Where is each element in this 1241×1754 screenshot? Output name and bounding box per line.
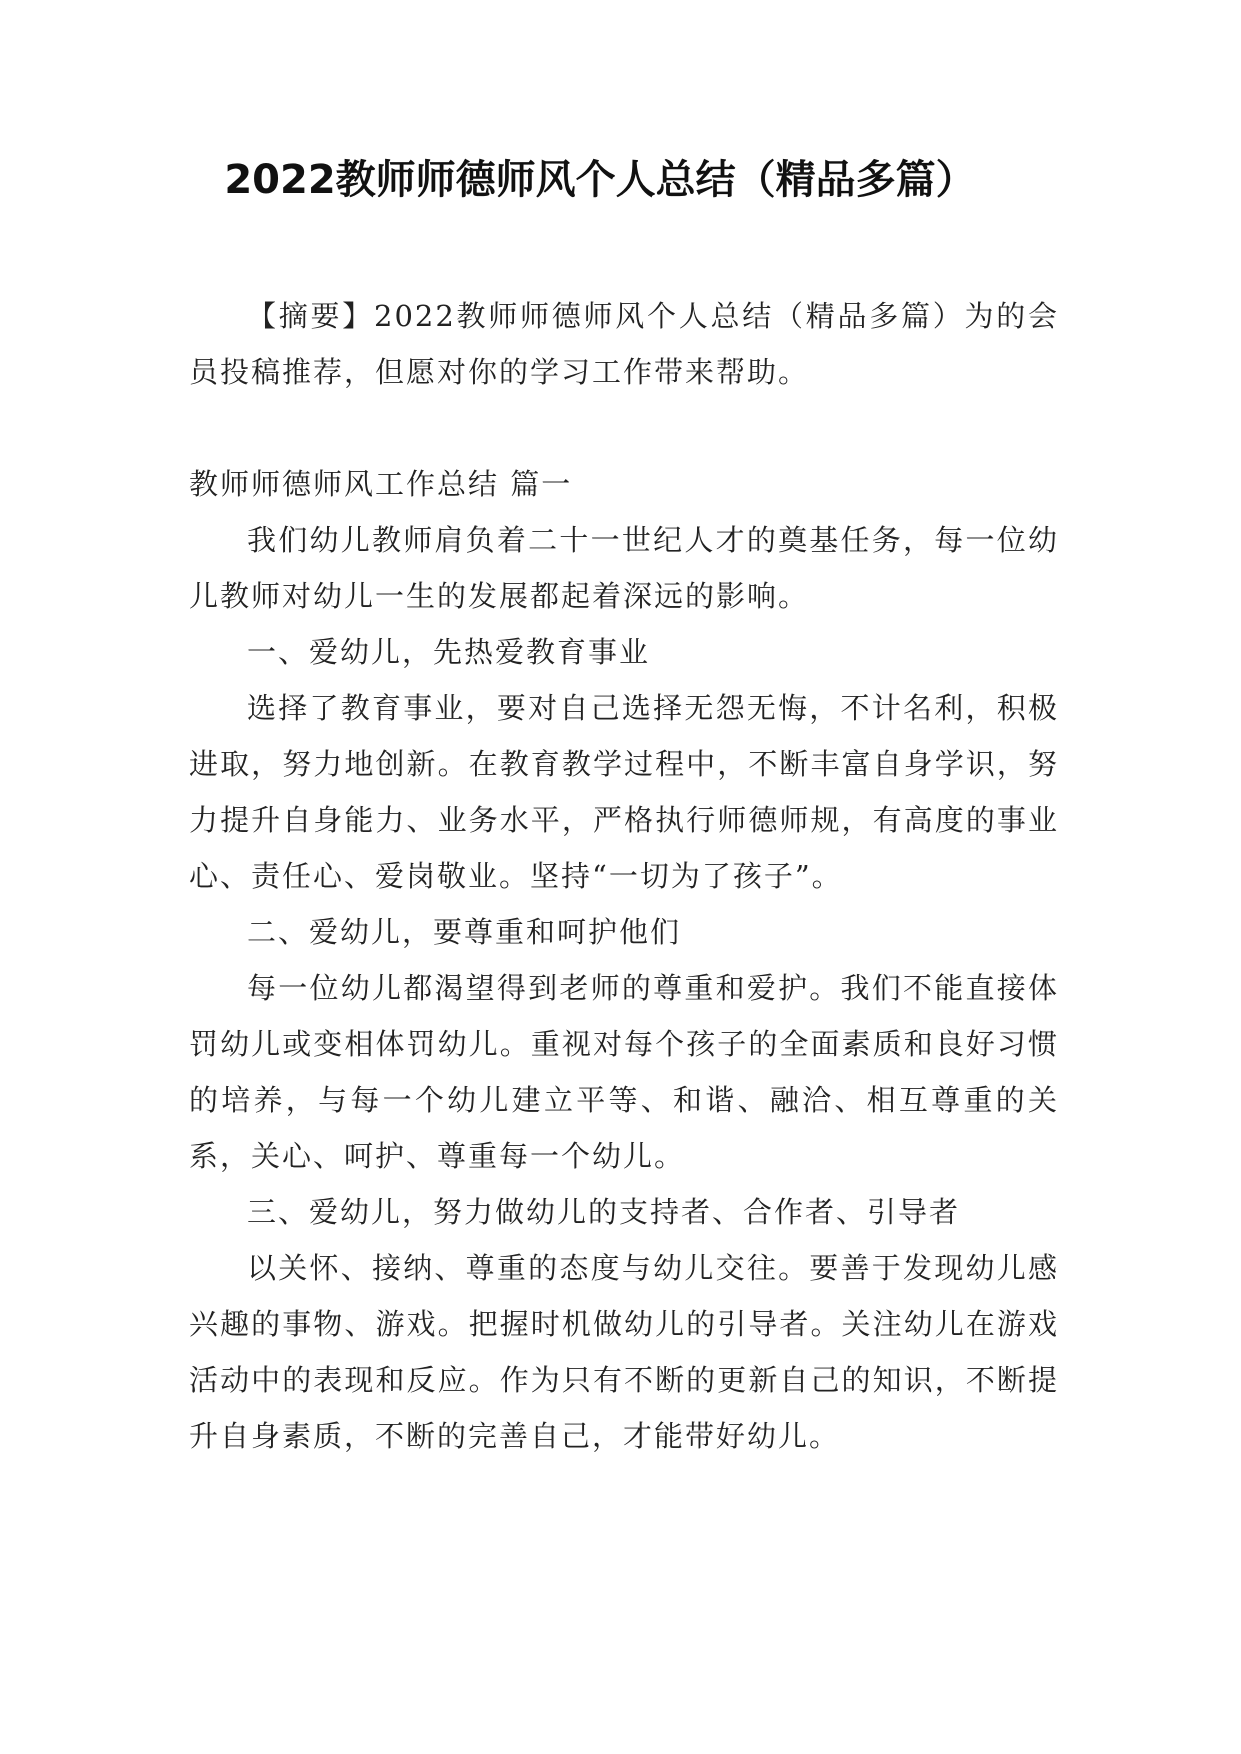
document-title: 2022教师师德师风个人总结（精品多篇） <box>224 157 976 203</box>
subheading-3: 三、爱幼儿，努力做幼儿的支持者、合作者、引导者 <box>247 1195 961 1229</box>
body-paragraph: 我们幼儿教师肩负着二十一世纪人才的奠基任务，每一位幼儿教师对幼儿一生的发展都起着深远的影响。 <box>189 523 1059 613</box>
body-paragraph: 以关怀、接纳、尊重的态度与幼儿交往。要善于发现幼儿感兴趣的事物、游戏。把握时机做幼儿的引导者。关注幼儿在游戏活动中的表现和反应。作为只有不断的更新自己的知识，不断提升自身素质，不断的完善自己，才能带好幼儿。 <box>189 1251 1059 1453</box>
abstract-paragraph: 【摘要】2022教师师德师风个人总结（精品多篇）为的会员投稿推荐，但愿对你的学习工作带来帮助。 <box>189 299 1059 389</box>
document-body <box>189 288 1059 1464</box>
body-paragraph: 选择了教育事业，要对自己选择无怨无悔，不计名利，积极进取，努力地创新。在教育教学过程中，不断丰富自身学识，努力提升自身能力、业务水平，严格执行师德师规，有高度的事业心、责任心、爱岗敬业。坚持“一切为了孩子”。 <box>189 691 1059 893</box>
subheading-2: 二、爱幼儿，要尊重和呵护他们 <box>247 915 682 949</box>
subheading-1: 一、爱幼儿，先热爱教育事业 <box>247 635 651 669</box>
section-heading: 教师师德师风工作总结 篇一 <box>189 467 573 501</box>
body-paragraph: 每一位幼儿都渴望得到老师的尊重和爱护。我们不能直接体罚幼儿或变相体罚幼儿。重视对每个孩子的全面素质和良好习惯的培养，与每一个幼儿建立平等、和谐、融洽、相互尊重的关系，关心、呵护、尊重每一个幼儿。 <box>189 971 1059 1173</box>
